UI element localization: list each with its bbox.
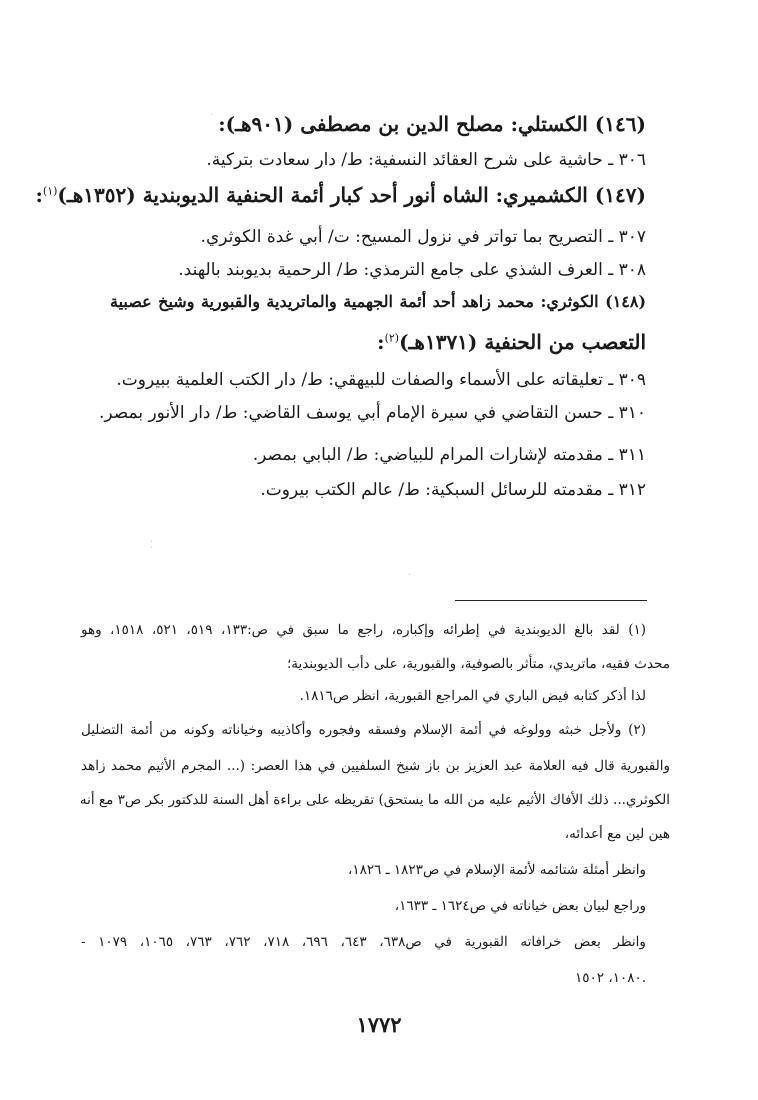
footnote-2-line-2: والقبورية قال فيه العلامة عبد العزيز بن باز شيخ السلفيين في هذا العصر: (... المجرم الأثيم محمد زاهد: [81, 758, 670, 774]
entry-heading-148-line1: (١٤٨) الكوثري: محمد زاهد أحد أئمة الجهمية والماتريدية والقبورية وشيخ عصبية: [110, 292, 647, 311]
book-entry-308: ٣٠٨ ـ العرف الشذي على جامع الترمذي: ط/ الرحمية بديوبند بالهند.: [178, 260, 646, 280]
footnote-2-line-4: هين لين مع أعدائه،: [564, 826, 670, 842]
footnote-ref-1[interactable]: (١): [42, 184, 58, 198]
book-entry-309: ٣٠٩ ـ تعليقاته على الأسماء والصفات للبيهقي: ط/ دار الكتب العلمية ببيروت.: [116, 370, 646, 390]
entry-heading-147-colon: :: [35, 183, 43, 207]
entry-heading-148-line2: [377, 330, 646, 354]
entry-heading-148-text: التعصب من الحنفية (١٣٧١هـ): [399, 330, 646, 354]
footnote-1-line-1: (١) لقد بالغ الديوبندية في إطرائه وإكباره، راجع ما سبق في ص:١٣٣، ٥١٩، ٥٢١، ١٥١٨، وهو: [81, 622, 647, 638]
book-entry-310: ٣١٠ ـ حسن التقاضي في سيرة الإمام أبي يوسف القاضي: ط/ دار الأنور بمصر.: [98, 403, 646, 423]
book-entry-312: ٣١٢ ـ مقدمته للرسائل السبكية: ط/ عالم الكتب بيروت.: [260, 480, 646, 500]
page-number: ١٧٧٢: [356, 1012, 402, 1037]
footnote-1-line-2: محدث فقيه، ماتريدي، متأثر بالصوفية، والقبورية، على دأب الديوبندية؛: [286, 656, 670, 672]
book-entry-307: ٣٠٧ ـ التصريح بما تواتر في نزول المسيح: ت/ أبي غدة الكوثري.: [200, 227, 646, 247]
footnote-2-line-8: ١٠٨٠، ١٥٠٢.: [575, 970, 646, 986]
entry-heading-146: (١٤٦) الكستلي: مصلح الدين بن مصطفى (٩٠١هـ):: [218, 112, 646, 136]
footnote-2-line-6: وراجع لبيان بعض خياناته في ص١٦٢٤ ـ ١٦٣٣،: [394, 898, 646, 914]
entry-heading-148-colon: :: [377, 330, 385, 354]
book-entry-306: ٣٠٦ ـ حاشية على شرح العقائد النسفية: ط/ دار سعادت بتركية.: [206, 150, 646, 170]
footnote-2-line-3: الكوثري... ذلك الأفاك الأثيم عليه من الله ما يستحق) تقريظه على براءة أهل السنة للدكتور بكر ص٣ مع أنه: [79, 792, 670, 808]
footnote-separator: [455, 600, 647, 601]
book-entry-311: ٣١١ ـ مقدمته لإشارات المرام للبياضي: ط/ البابي بمصر.: [252, 445, 646, 465]
entry-heading-147: [36, 183, 646, 207]
footnote-2-line-1: (٢) ولأجل خبثه وولوغه في أئمة الإسلام وفسقه وفجوره وأكاذيبه وخياناته وكونه من أئمة التضليل: [81, 722, 646, 738]
scan-speck: ·: [210, 110, 214, 121]
footnote-2-line-5: وانظر أمثلة شتائمه لأئمة الإسلام في ص١٨٢٣ ـ ١٨٢٦،: [348, 862, 646, 878]
footnote-ref-2[interactable]: (٢): [384, 331, 400, 345]
footnote-2-line-7: وانظر بعض خرافاته القبورية في ص٦٣٨، ٦٤٣، ٦٩٦، ٧١٨، ٧٦٢، ٧٦٣، ١٠٦٥، ١٠٧٩ -: [81, 934, 646, 950]
footnote-1-line-3: لذا أذكر كتابه فيض الباري في المراجع القبورية، انظر ص١٨١٦.: [299, 688, 646, 704]
scan-speck: ⁚: [150, 540, 154, 551]
entry-heading-147-text: (١٤٧) الكشميري: الشاه أنور أحد كبار أئمة الحنفية الديوبندية (١٣٥٢هـ): [57, 183, 646, 207]
scan-speck: ·: [408, 570, 412, 581]
